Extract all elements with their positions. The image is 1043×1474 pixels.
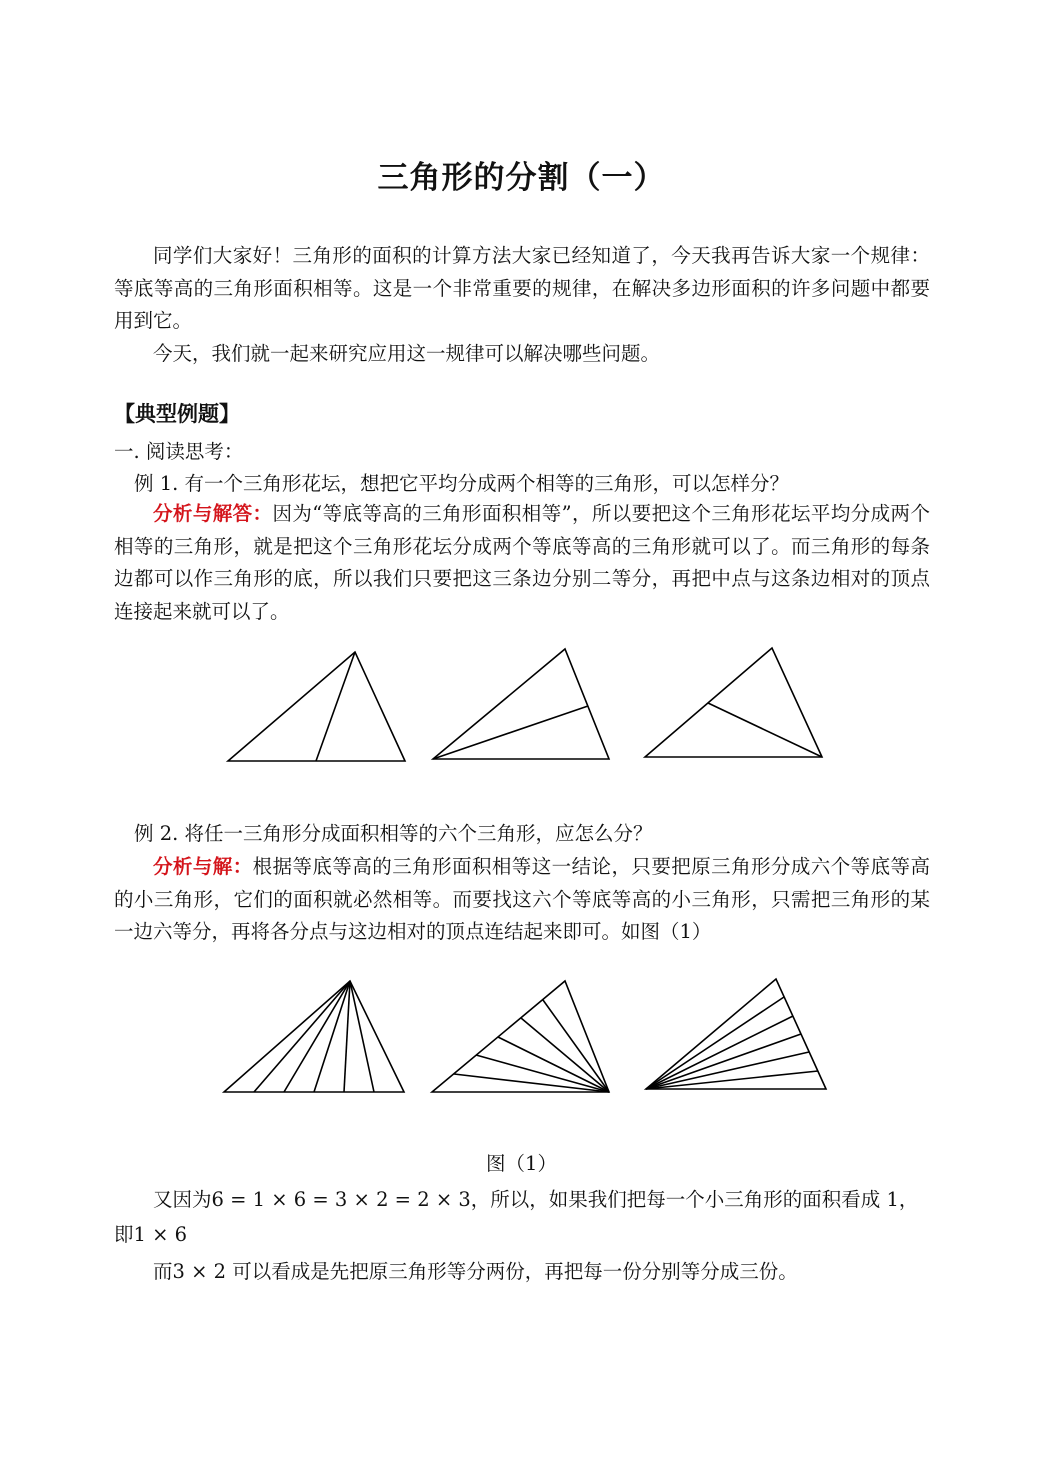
- example1-figure: [0, 640, 1043, 770]
- division-line: [350, 981, 374, 1092]
- example2-question: 例 2. 将任一三角形分成面积相等的六个三角形，应怎么分？: [134, 822, 653, 845]
- six-part-triangle-1-outline: [224, 981, 404, 1092]
- figure-1: [0, 972, 1043, 1102]
- triangle-2: [433, 649, 609, 759]
- closing-paragraph-1-continued: 即1 × 6: [114, 1223, 188, 1246]
- triangle-2-median: [433, 706, 588, 759]
- intro-paragraph-1: 同学们大家好！三角形的面积的计算方法大家已经知道了，今天我再告诉大家一个规律：等底等高的三角形面积相等。这是一个非常重要的规律，在解决多边形面积的许多问题中都要用到它。: [114, 244, 930, 332]
- triangle-3: [645, 648, 822, 757]
- division-line: [476, 1055, 609, 1092]
- intro-paragraph-2: 今天，我们就一起来研究应用这一规律可以解决哪些问题。: [153, 342, 661, 365]
- triangle-1: [228, 652, 405, 761]
- triangle-3-median: [708, 703, 822, 757]
- six-part-triangle-1: [224, 981, 404, 1092]
- division-line: [646, 997, 784, 1089]
- page-title: 三角形的分割（一）: [377, 160, 666, 196]
- example2-answer-label: 分析与解：: [153, 855, 253, 878]
- figure-1-triangles-svg: [0, 972, 1043, 1102]
- triangle-1-outline: [228, 652, 405, 761]
- closing-paragraph-2: 而3 × 2 可以看成是先把原三角形等分两份，再把每一份分别等分成三份。: [153, 1260, 798, 1283]
- six-part-triangle-3: [646, 979, 826, 1089]
- division-line: [543, 1000, 609, 1092]
- subsection-heading: 一. 阅读思考：: [114, 440, 244, 463]
- division-line: [646, 1052, 809, 1089]
- example1-triangles-svg: [0, 640, 1043, 770]
- example1-answer-label: 分析与解答：: [153, 502, 273, 525]
- triangle-2-outline: [433, 649, 609, 759]
- six-part-triangle-2: [432, 981, 609, 1092]
- example1-answer: [114, 498, 930, 628]
- example2-answer: [114, 851, 930, 949]
- section-heading: 【典型例题】: [114, 402, 240, 426]
- division-line: [284, 981, 350, 1092]
- example1-question: 例 1. 有一个三角形花坛，想把它平均分成两个相等的三角形，可以怎样分？: [134, 472, 790, 495]
- figure-caption: 图（1）: [486, 1152, 557, 1175]
- triangle-3-outline: [645, 648, 822, 757]
- example1-answer-text: 因为“等底等高的三角形面积相等”，所以要把这个三角形花坛平均分成两个相等的三角形，就是把这个三角形花坛分成两个等底等高的三角形就可以了。而三角形的每条边都可以作三角形的底，所以我们只要把这三条边分别二等分，再把中点与这条边相对的顶点连接起来就可以了。: [114, 502, 930, 623]
- six-part-triangle-2-outline: [432, 981, 609, 1092]
- closing-paragraph-1: 又因为6 = 1 × 6 = 3 × 2 = 2 × 3，所以，如果我们把每一个小三角形的面积看成 1，: [153, 1188, 919, 1211]
- division-line: [254, 981, 350, 1092]
- example2-answer-text: 根据等底等高的三角形面积相等这一结论，只要把原三角形分成六个等底等高的小三角形，它们的面积就必然相等。而要找这六个等底等高的小三角形，只需把三角形的某一边六等分，再将各分点与这边相对的顶点连结起来即可。如图（1）: [114, 855, 930, 943]
- division-line: [454, 1074, 609, 1092]
